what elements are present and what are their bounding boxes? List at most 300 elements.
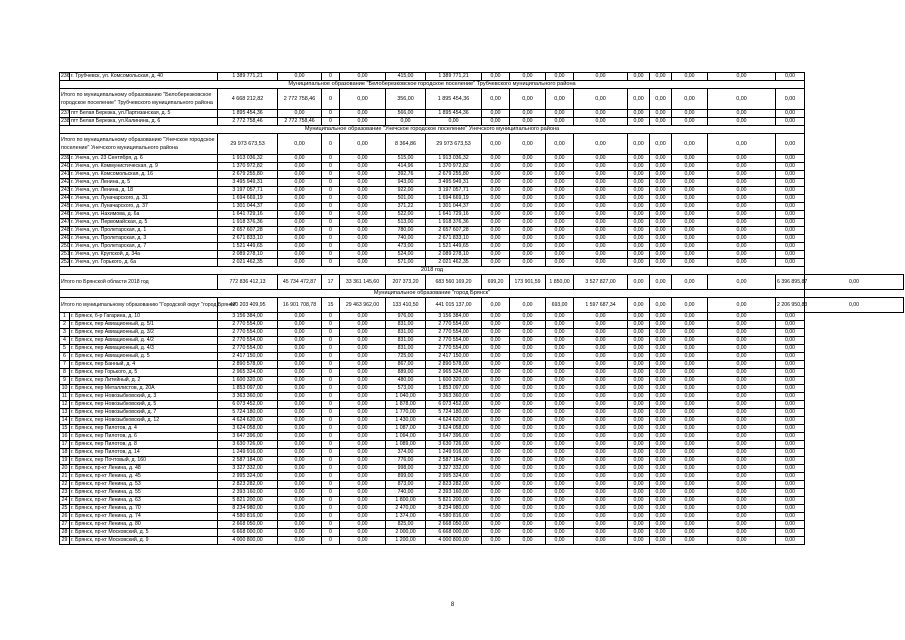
value-cell: 0,00	[776, 481, 805, 489]
value-cell: 0,00	[340, 401, 386, 409]
value-cell: 2 671 833,10	[218, 235, 278, 243]
value-cell: 3 327 332,00	[218, 465, 278, 473]
value-cell: 0,00	[546, 195, 574, 203]
total-value: 0,00	[776, 134, 805, 155]
value-cell: 0,00	[628, 529, 650, 537]
value-cell: 0,00	[340, 433, 386, 441]
total-label: Итого по Брянской области 2018 год	[60, 275, 218, 290]
value-cell: 0,00	[510, 203, 546, 211]
value-cell: 2 770 554,00	[426, 345, 482, 353]
value-cell: 0,00	[628, 409, 650, 417]
table-row	[60, 211, 904, 219]
value-cell: 0,00	[708, 329, 776, 337]
value-cell: 0,00	[776, 417, 805, 425]
value-cell: 524,00	[386, 251, 426, 259]
value-cell: 0,00	[510, 457, 546, 465]
value-cell: 1 389 771,21	[426, 73, 482, 81]
value-cell: 0,00	[510, 321, 546, 329]
value-cell: 0,00	[650, 353, 672, 361]
value-cell: 0,00	[546, 361, 574, 369]
value-cell: 0,00	[776, 433, 805, 441]
value-cell: 2 995 324,00	[426, 473, 482, 481]
table-row	[60, 337, 904, 345]
value-cell: 0,00	[278, 353, 322, 361]
value-cell: 0,00	[340, 353, 386, 361]
value-cell: 0,00	[340, 211, 386, 219]
value-cell: 0,00	[776, 219, 805, 227]
value-cell: 0,00	[776, 353, 805, 361]
table-row	[60, 529, 904, 537]
value-cell: 0,00	[340, 259, 386, 267]
value-cell: 0,00	[574, 433, 628, 441]
row-number: 249	[61, 235, 70, 241]
value-cell: 0,00	[672, 489, 708, 497]
value-cell: 0,00	[672, 361, 708, 369]
total-value: 0,00	[510, 134, 546, 155]
value-cell: 0,00	[672, 243, 708, 251]
value-cell: 4 580 816,00	[218, 513, 278, 521]
value-cell: 0,00	[672, 179, 708, 187]
value-cell: 0,00	[574, 73, 628, 81]
value-cell: 0,00	[628, 401, 650, 409]
value-cell: 0,00	[628, 259, 650, 267]
value-cell: 0	[322, 321, 340, 329]
table-row	[60, 409, 904, 417]
value-cell: 0	[322, 227, 340, 235]
value-cell: 0,00	[672, 187, 708, 195]
address-cell: г. Брянск, пер Пилотов, д. 4	[70, 425, 218, 433]
value-cell: 0,00	[546, 497, 574, 505]
value-cell: 0,00	[628, 203, 650, 211]
value-cell: 0,00	[672, 73, 708, 81]
value-cell: 0,00	[340, 361, 386, 369]
value-cell: 0,00	[776, 251, 805, 259]
value-cell: 0,00	[628, 425, 650, 433]
value-cell: 0,00	[278, 457, 322, 465]
value-cell: 5 724 180,00	[218, 409, 278, 417]
value-cell: 0,00	[628, 155, 650, 163]
value-cell: 0,00	[510, 361, 546, 369]
value-cell: 0,00	[628, 211, 650, 219]
value-cell: 2 470,00	[386, 505, 426, 513]
value-cell: 3 630 726,00	[426, 441, 482, 449]
table-row	[60, 163, 904, 171]
value-cell: 0,00	[278, 513, 322, 521]
value-cell: 0,00	[510, 243, 546, 251]
value-cell: 0,00	[482, 465, 510, 473]
value-cell: 0,00	[672, 417, 708, 425]
value-cell: 0,00	[340, 203, 386, 211]
total-label: Итого по муниципальному образованию "Унечское городское поселение" Унечского муниципального района	[60, 134, 218, 155]
value-cell: 566,00	[386, 110, 426, 118]
value-cell: 0,00	[546, 211, 574, 219]
total-value: 0,00	[546, 134, 574, 155]
row-number: 23	[60, 489, 70, 497]
value-cell: 1 918 376,36	[426, 219, 482, 227]
value-cell: 522,00	[386, 211, 426, 219]
value-cell: 0,00	[574, 179, 628, 187]
value-cell: 0,00	[776, 155, 805, 163]
row-number: 242	[61, 179, 70, 185]
value-cell: 0,00	[776, 489, 805, 497]
value-cell: 0,00	[672, 337, 708, 345]
value-cell: 0,00	[546, 481, 574, 489]
value-cell: 2 770 554,00	[218, 345, 278, 353]
value-cell: 0,00	[708, 353, 776, 361]
total-value: 29 973 673,53	[426, 134, 482, 155]
row-number: 18	[60, 449, 70, 457]
value-cell: 0,00	[574, 211, 628, 219]
value-cell: 0,00	[672, 155, 708, 163]
address-cell: г. Унеча, ул. Комсомольская, д. 16	[70, 171, 218, 179]
value-cell: 0,00	[278, 110, 322, 118]
value-cell: 0,00	[510, 537, 546, 545]
value-cell: 0,00	[776, 457, 805, 465]
total-row	[60, 89, 904, 110]
value-cell: 2 021 462,35	[426, 259, 482, 267]
value-cell: 0,00	[482, 361, 510, 369]
value-cell: 0,00	[708, 163, 776, 171]
address-cell: г. Брянск, пер Новозыбковский, д. 5	[70, 401, 218, 409]
value-cell: 0,00	[546, 110, 574, 118]
value-cell: 0,00	[650, 385, 672, 393]
value-cell: 0,00	[546, 345, 574, 353]
value-cell: 0,00	[546, 473, 574, 481]
value-cell: 0,00	[546, 219, 574, 227]
row-number: 5	[60, 345, 70, 353]
address-cell: г. Брянск, пр-кт Ленина, д. 48	[70, 465, 218, 473]
section-heading: Муниципальное образование "Унечское городское поселение" Унечского муниципального района	[60, 126, 805, 134]
value-cell: 1 089,00	[386, 441, 426, 449]
value-cell: 0,00	[672, 163, 708, 171]
value-cell: 0,00	[510, 465, 546, 473]
total-label: Итого по муниципальному образованию "Белоберезковское городское поселение" Трубчевского муниципального района	[60, 89, 218, 110]
value-cell: 2 770 554,00	[426, 337, 482, 345]
value-cell: 0,00	[278, 259, 322, 267]
value-cell: 0	[322, 529, 340, 537]
total-value: 772 836 412,13	[218, 275, 278, 290]
value-cell: 0,00	[776, 110, 805, 118]
row-number: 241	[61, 171, 70, 177]
value-cell: 0,00	[546, 171, 574, 179]
value-cell: 0,00	[776, 329, 805, 337]
address-cell: г. Брянск, пер Новозыбковский, д. 3	[70, 393, 218, 401]
value-cell: 3 156 384,00	[426, 313, 482, 321]
value-cell: 0,00	[510, 195, 546, 203]
value-cell: 0,00	[628, 361, 650, 369]
value-cell: 0,00	[628, 251, 650, 259]
value-cell: 0,00	[574, 481, 628, 489]
total-value: 0,00	[510, 298, 546, 313]
value-cell: 0,00	[546, 529, 574, 537]
value-cell: 831,00	[386, 321, 426, 329]
value-cell: 0,00	[574, 345, 628, 353]
address-cell: г. Брянск, пер Авиационный, д. 4/2	[70, 337, 218, 345]
value-cell: 0,00	[510, 227, 546, 235]
row-number: 237	[61, 110, 70, 116]
value-cell: 0,00	[340, 329, 386, 337]
row-number: 250	[61, 243, 70, 249]
value-cell: 0,00	[672, 251, 708, 259]
value-cell: 1 430,00	[386, 417, 426, 425]
value-cell: 0,00	[708, 118, 776, 126]
total-value: 0,00	[805, 275, 904, 290]
value-cell: 0,00	[650, 251, 672, 259]
value-cell: 0,00	[482, 235, 510, 243]
value-cell: 4 624 620,00	[218, 417, 278, 425]
total-value: 0,00	[482, 134, 510, 155]
value-cell: 0,00	[510, 393, 546, 401]
value-cell: 0,00	[510, 155, 546, 163]
value-cell: 0	[322, 393, 340, 401]
value-cell: 0	[322, 401, 340, 409]
value-cell: 0,00	[482, 163, 510, 171]
value-cell: 3 624 058,00	[426, 425, 482, 433]
value-cell: 2 671 833,10	[426, 235, 482, 243]
total-value: 6 396 895,87	[776, 275, 805, 290]
value-cell: 0,00	[628, 417, 650, 425]
value-cell: 0,00	[708, 441, 776, 449]
value-cell: 1 301 044,37	[426, 203, 482, 211]
value-cell: 0,00	[672, 118, 708, 126]
value-cell: 0,00	[482, 425, 510, 433]
value-cell: 2 772 758,46	[278, 118, 322, 126]
value-cell: 0,00	[340, 313, 386, 321]
value-cell: 3 624 058,00	[218, 425, 278, 433]
value-cell: 0,00	[546, 163, 574, 171]
value-cell: 0,00	[546, 353, 574, 361]
value-cell: 0,00	[650, 369, 672, 377]
value-cell: 1 770,00	[386, 409, 426, 417]
value-cell: 3 363 360,00	[426, 393, 482, 401]
value-cell: 0	[322, 211, 340, 219]
value-cell: 0,00	[574, 227, 628, 235]
value-cell: 0,00	[510, 179, 546, 187]
value-cell: 0,00	[708, 529, 776, 537]
value-cell: 0,00	[278, 227, 322, 235]
total-value: 2 206 950,83	[776, 298, 805, 313]
value-cell: 0,00	[482, 473, 510, 481]
value-cell: 0,00	[672, 219, 708, 227]
value-cell: 0,00	[574, 235, 628, 243]
value-cell: 0,00	[574, 537, 628, 545]
row-number: 28	[60, 529, 70, 537]
value-cell: 0	[322, 489, 340, 497]
value-cell: 0,00	[482, 449, 510, 457]
value-cell: 0,00	[628, 337, 650, 345]
row-number: 25	[60, 505, 70, 513]
total-value: 17	[322, 275, 340, 290]
value-cell: 0,00	[482, 329, 510, 337]
value-cell: 0,00	[672, 369, 708, 377]
value-cell: 0,00	[650, 457, 672, 465]
value-cell: 1 087,00	[386, 425, 426, 433]
value-cell: 0	[322, 425, 340, 433]
value-cell: 943,00	[386, 179, 426, 187]
value-cell: 0,00	[650, 401, 672, 409]
total-value: 683 560 169,20	[426, 275, 482, 290]
value-cell: 0,00	[574, 449, 628, 457]
value-cell: 371,22	[386, 203, 426, 211]
value-cell: 0,00	[708, 489, 776, 497]
row-number: 4	[60, 337, 70, 345]
address-cell: г. Брянск, пер Авиационный, д. 5/1	[70, 321, 218, 329]
value-cell: 0,00	[672, 259, 708, 267]
value-cell: 0,00	[776, 449, 805, 457]
value-cell: 0,00	[278, 329, 322, 337]
value-cell: 2 965 324,00	[426, 369, 482, 377]
table-row	[60, 155, 904, 163]
value-cell: 0,00	[278, 321, 322, 329]
value-cell: 0,00	[482, 227, 510, 235]
value-cell: 0,00	[776, 227, 805, 235]
value-cell: 0,00	[628, 369, 650, 377]
value-cell: 976,00	[386, 313, 426, 321]
value-cell: 0,00	[546, 433, 574, 441]
total-value: 0	[322, 89, 340, 110]
value-cell: 0,00	[628, 313, 650, 321]
value-cell: 0,00	[510, 417, 546, 425]
value-cell: 0,00	[708, 513, 776, 521]
value-cell: 0,00	[628, 521, 650, 529]
address-cell: г. Брянск, пер Пилотов, д. 6	[70, 433, 218, 441]
value-cell: 0,00	[776, 179, 805, 187]
value-cell: 0,00	[482, 409, 510, 417]
total-value: 0,00	[546, 89, 574, 110]
value-cell: 0,00	[510, 401, 546, 409]
row-number: 247	[61, 219, 70, 225]
total-value: 693,00	[546, 298, 574, 313]
total-value: 0,00	[650, 275, 672, 290]
table-row	[60, 513, 904, 521]
value-cell: 0	[322, 110, 340, 118]
row-number: 21	[60, 473, 70, 481]
value-cell: 513,00	[386, 219, 426, 227]
value-cell: 2 417 150,00	[426, 353, 482, 361]
total-row	[60, 298, 904, 313]
value-cell: 0	[322, 345, 340, 353]
value-cell: 0,00	[340, 441, 386, 449]
value-cell: 0,00	[340, 155, 386, 163]
row-number: 1	[60, 313, 70, 321]
value-cell: 0,00	[510, 337, 546, 345]
value-cell: 0,00	[482, 489, 510, 497]
value-cell: 0,00	[278, 521, 322, 529]
value-cell: 780,00	[386, 227, 426, 235]
value-cell: 0,00	[672, 393, 708, 401]
value-cell: 4 000 800,00	[426, 537, 482, 545]
table-row	[60, 369, 904, 377]
value-cell: 2 587 184,00	[426, 457, 482, 465]
value-cell: 0,00	[776, 497, 805, 505]
address-cell: пгт Белая Березка, ул.Калинина, д. 6	[70, 118, 218, 126]
address-cell: г. Брянск, пер Банный, д. 4	[70, 361, 218, 369]
value-cell: 2 393 160,00	[426, 489, 482, 497]
value-cell: 0,00	[776, 425, 805, 433]
value-cell: 0,00	[672, 513, 708, 521]
address-cell: г. Брянск, пр-кт Московский, д. 9	[70, 537, 218, 545]
value-cell: 0,00	[672, 211, 708, 219]
value-cell: 0,00	[340, 179, 386, 187]
value-cell: 0	[322, 329, 340, 337]
value-cell: 0,00	[482, 529, 510, 537]
table-row	[60, 171, 904, 179]
value-cell: 0,00	[628, 345, 650, 353]
value-cell: 2 995 324,00	[218, 473, 278, 481]
value-cell: 0	[322, 243, 340, 251]
value-cell: 0,00	[776, 259, 805, 267]
value-cell: 0,00	[278, 187, 322, 195]
value-cell: 0,00	[628, 110, 650, 118]
total-value: 0	[322, 134, 340, 155]
total-value: 441 015 137,00	[426, 298, 482, 313]
total-value: 0,00	[482, 298, 510, 313]
value-cell: 6 073 452,00	[218, 401, 278, 409]
value-cell: 0,00	[574, 465, 628, 473]
value-cell: 740,00	[386, 489, 426, 497]
value-cell: 0,00	[510, 211, 546, 219]
address-cell: г. Унеча, ул. 23 Сентября, д. 6	[70, 155, 218, 163]
value-cell: 0,00	[340, 425, 386, 433]
value-cell: 1 374,00	[386, 513, 426, 521]
value-cell: 0,00	[574, 353, 628, 361]
value-cell: 0,00	[510, 345, 546, 353]
total-value: 8 364,86	[386, 134, 426, 155]
value-cell: 0,00	[672, 195, 708, 203]
total-row	[60, 134, 904, 155]
value-cell: 0,00	[574, 425, 628, 433]
row-number: 245	[61, 203, 70, 209]
value-cell: 4 580 816,00	[426, 513, 482, 521]
value-cell: 0,00	[510, 259, 546, 267]
value-cell: 0,00	[672, 505, 708, 513]
value-cell: 0,00	[546, 465, 574, 473]
value-cell: 0	[322, 385, 340, 393]
value-cell: 0,00	[340, 377, 386, 385]
value-cell: 0,00	[776, 243, 805, 251]
value-cell: 0,00	[650, 505, 672, 513]
value-cell: 0,00	[546, 251, 574, 259]
value-cell: 0,00	[574, 505, 628, 513]
value-cell: 0,00	[776, 337, 805, 345]
value-cell: 0,00	[628, 353, 650, 361]
value-cell: 0,00	[546, 505, 574, 513]
value-cell: 0,00	[628, 441, 650, 449]
row-number: 15	[60, 425, 70, 433]
value-cell: 0,00	[574, 513, 628, 521]
value-cell: 0,00	[650, 163, 672, 171]
value-cell: 0,00	[510, 353, 546, 361]
address-cell: г. Брянск, пер Литейный, д. 2	[70, 377, 218, 385]
value-cell: 3 197 057,71	[426, 187, 482, 195]
value-cell: 0	[322, 219, 340, 227]
value-cell: 0,00	[482, 457, 510, 465]
row-number: 244	[61, 195, 70, 201]
value-cell: 0,00	[628, 171, 650, 179]
value-cell: 0,00	[708, 171, 776, 179]
value-cell: 0,00	[278, 497, 322, 505]
value-cell: 825,00	[386, 521, 426, 529]
value-cell: 2 089 278,10	[218, 251, 278, 259]
value-cell: 0,00	[546, 369, 574, 377]
total-value: 0,00	[510, 89, 546, 110]
value-cell: 0,00	[546, 449, 574, 457]
value-cell: 0	[322, 171, 340, 179]
value-cell: 2 890 578,00	[426, 361, 482, 369]
value-cell: 0	[322, 481, 340, 489]
value-cell: 0,00	[708, 251, 776, 259]
value-cell: 0,00	[546, 457, 574, 465]
